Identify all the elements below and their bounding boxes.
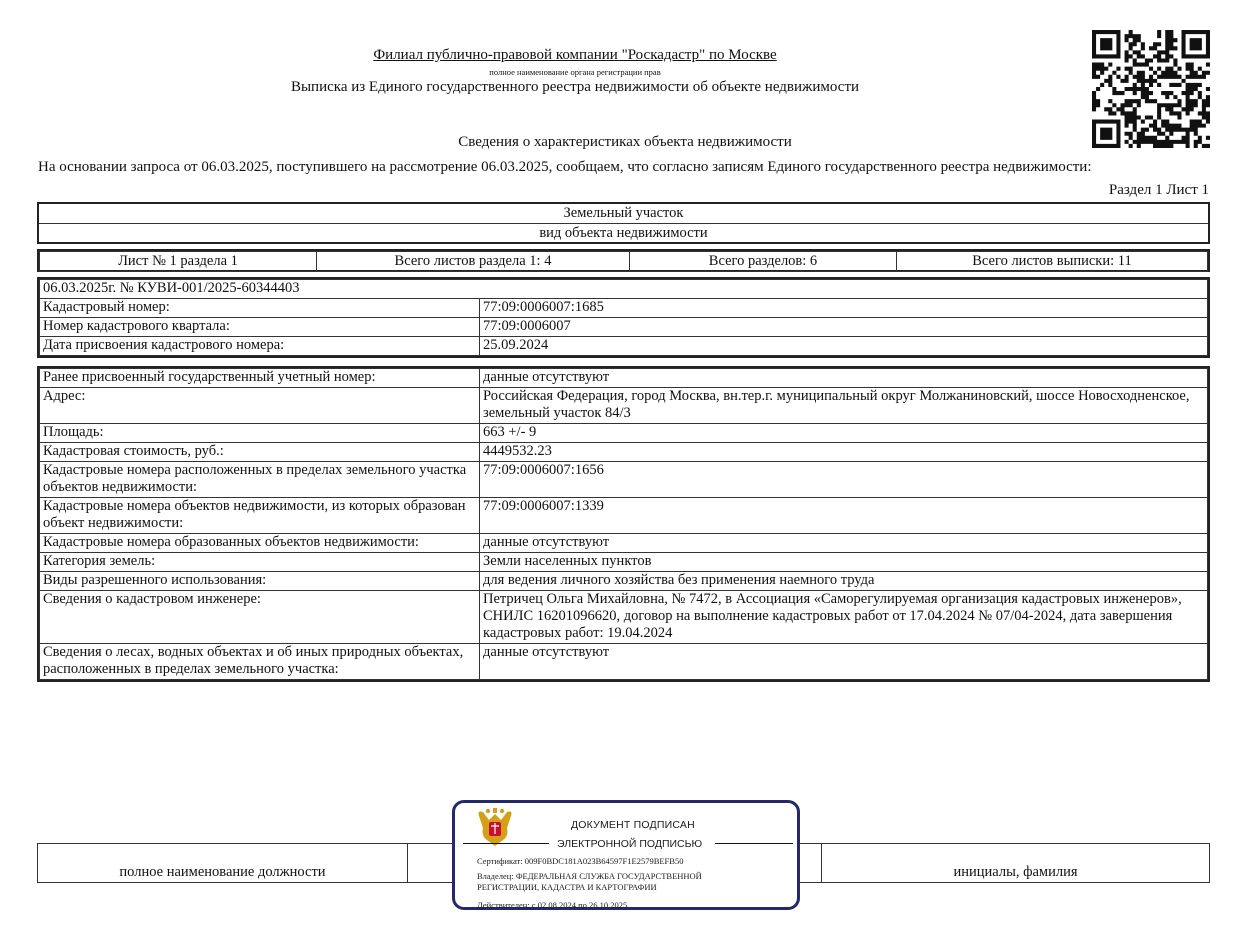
table-row	[40, 553, 1208, 572]
table-row	[40, 591, 1208, 644]
electronic-signature-stamp	[452, 800, 800, 910]
row-value: 25.09.2024	[480, 337, 1208, 356]
section-sheet-total: Всего листов раздела 1: 4	[317, 252, 630, 272]
row-value: Земли населенных пунктов	[480, 553, 1208, 572]
characteristics-table	[37, 366, 1210, 682]
extract-sheets-total: Всего листов выписки: 11	[897, 252, 1208, 272]
table-row	[40, 337, 1208, 356]
row-value: 77:09:0006007:1339	[480, 498, 1208, 534]
row-label: Сведения о лесах, водных объектах и об иных природных объектах, расположенных в пределах земельного участка:	[40, 644, 480, 680]
row-label: Сведения о кадастровом инженере:	[40, 591, 480, 644]
row-label: Виды разрешенного использования:	[40, 572, 480, 591]
row-label: Кадастровая стоимость, руб.:	[40, 443, 480, 462]
document-title: Выписка из Единого государственного реестра недвижимости об объекте недвижимости	[290, 79, 860, 95]
stamp-title: ДОКУМЕНТ ПОДПИСАН	[571, 819, 695, 831]
stamp-owner	[477, 871, 747, 893]
row-value: данные отсутствуют	[480, 534, 1208, 553]
row-label: Номер кадастрового квартала:	[40, 318, 480, 337]
row-label: Кадастровые номера объектов недвижимости, из которых образован объект недвижимости:	[40, 498, 480, 534]
table-row	[40, 299, 1208, 318]
object-type-label: вид объекта недвижимости	[39, 223, 1208, 243]
document-number: 06.03.2025г. № КУВИ-001/2025-60344403	[40, 280, 1208, 299]
row-label: Ранее присвоенный государственный учетный номер:	[40, 369, 480, 388]
table-row	[40, 462, 1208, 498]
position-label: полное наименование должности	[38, 844, 408, 883]
row-label: Кадастровый номер:	[40, 299, 480, 318]
row-label: Адрес:	[40, 388, 480, 424]
org-name-caption: полное наименование органа регистрации прав	[489, 67, 661, 77]
table-row	[40, 572, 1208, 591]
stamp-certificate: Сертификат: 009F0BDC181A023B64597F1E2579BEFB50	[477, 856, 684, 866]
row-value: Российская Федерация, город Москва, вн.тер.г. муниципальный округ Молжаниновский, шоссе Новосходненское, земельный участок 84/3	[480, 388, 1208, 424]
object-type-name: Земельный участок	[563, 205, 684, 221]
row-label: Категория земель:	[40, 553, 480, 572]
row-value: данные отсутствуют	[480, 369, 1208, 388]
table-row	[40, 534, 1208, 553]
table-row	[40, 443, 1208, 462]
row-value: 77:09:0006007	[480, 318, 1208, 337]
object-type-box	[37, 202, 1210, 244]
stamp-validity: Действителен: с 02.08.2024 по 26.10.2025	[477, 900, 628, 910]
qr-code-icon	[1092, 30, 1210, 148]
row-label: Площадь:	[40, 424, 480, 443]
row-value: данные отсутствуют	[480, 644, 1208, 680]
name-label: инициалы, фамилия	[822, 844, 1210, 883]
row-label: Дата присвоения кадастрового номера:	[40, 337, 480, 356]
sheets-info-box	[37, 249, 1210, 272]
table-row	[40, 424, 1208, 443]
intro-text: На основании запроса от 06.03.2025, поступившего на рассмотрение 06.03.2025, сообщаем, что согласно записям Единого государственного реестра недвижимости:	[38, 159, 1092, 175]
row-value: 77:09:0006007:1656	[480, 462, 1208, 498]
table-row	[40, 644, 1208, 680]
table-row	[40, 318, 1208, 337]
sheet-number: Лист № 1 раздела 1	[40, 252, 317, 272]
sections-total: Всего разделов: 6	[630, 252, 897, 272]
row-value: для ведения личного хозяйства без применения наемного труда	[480, 572, 1208, 591]
row-value: Петричец Ольга Михайловна, № 7472, в Ассоциация «Саморегулируемая организация кадастровых инженеров», СНИЛС 16201096620, договор на выполнение кадастровых работ от 17.04.2024 № 07/04-2024, дата завершения кадастровых работ: 19.04.2024	[480, 591, 1208, 644]
stamp-owner-line1: Владелец: ФЕДЕРАЛЬНАЯ СЛУЖБА ГОСУДАРСТВЕННОЙ	[477, 871, 702, 881]
row-value: 77:09:0006007:1685	[480, 299, 1208, 318]
table-row	[40, 369, 1208, 388]
row-label: Кадастровые номера образованных объектов недвижимости:	[40, 534, 480, 553]
org-name: Филиал публично-правовой компании "Роскадастр" по Москве	[373, 47, 777, 63]
table-row	[40, 498, 1208, 534]
stamp-owner-line2: РЕГИСТРАЦИИ, КАДАСТРА И КАРТОГРАФИИ	[477, 882, 657, 892]
section-title: Сведения о характеристиках объекта недвижимости	[458, 134, 792, 150]
row-value: 4449532.23	[480, 443, 1208, 462]
row-label: Кадастровые номера расположенных в пределах земельного участка объектов недвижимости:	[40, 462, 480, 498]
table-row	[40, 388, 1208, 424]
row-value: 663 +/- 9	[480, 424, 1208, 443]
stamp-subtitle: ЭЛЕКТРОННОЙ ПОДПИСЬЮ	[557, 838, 703, 850]
cadastral-info-table	[37, 277, 1210, 358]
page-info: Раздел 1 Лист 1	[1108, 182, 1209, 198]
